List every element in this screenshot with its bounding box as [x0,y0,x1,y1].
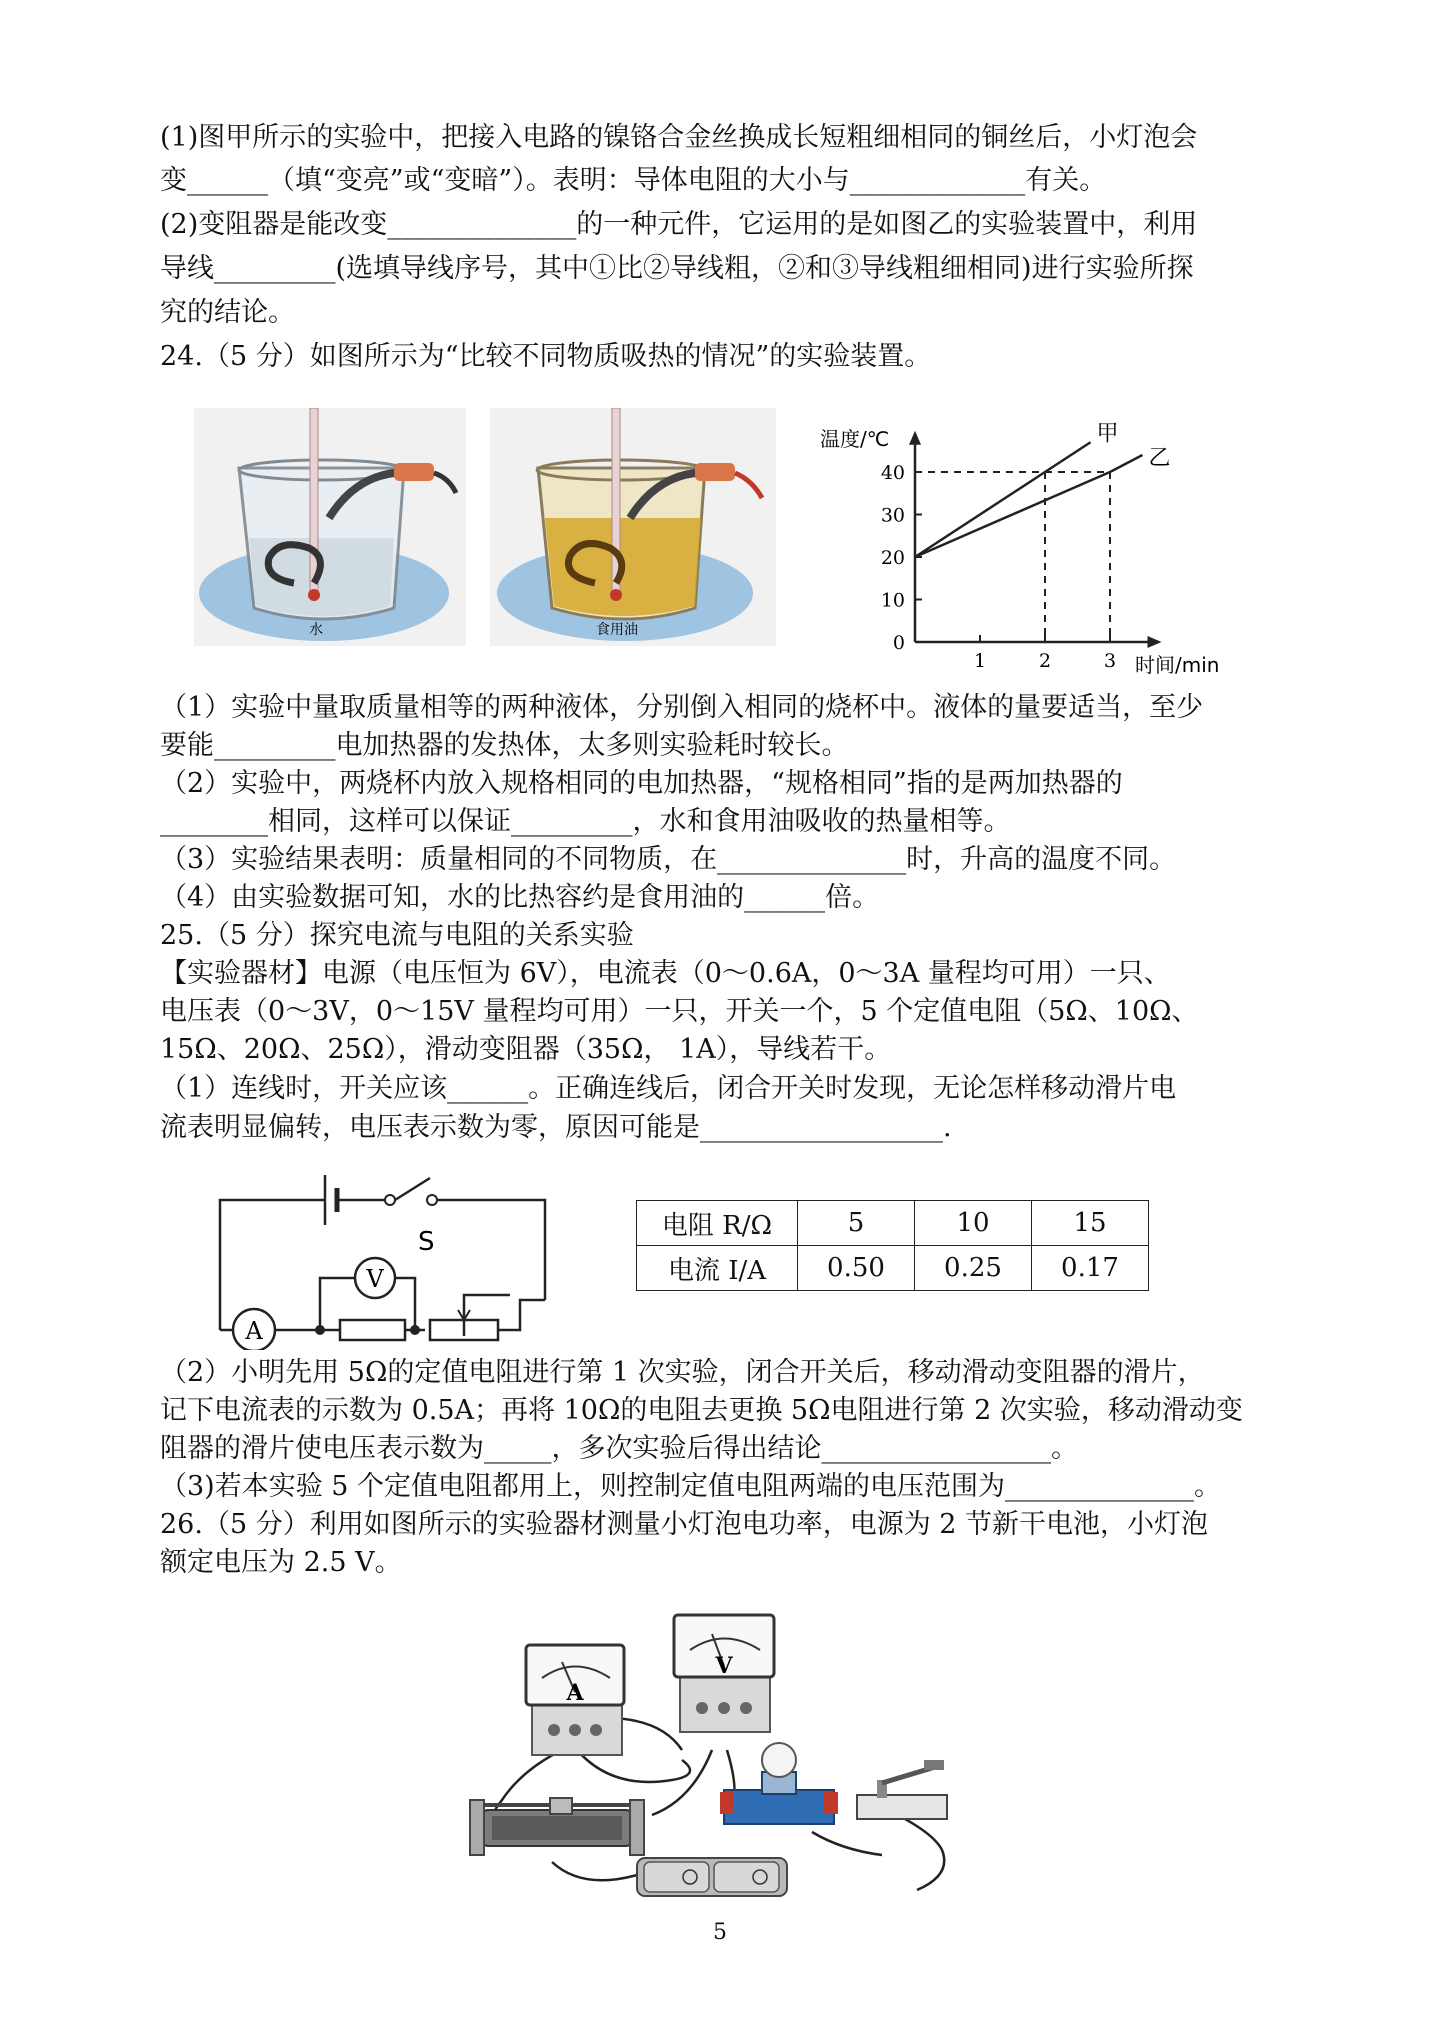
apparatus-illustration [462,1600,982,1905]
oil-beaker-photo [490,408,776,646]
text-line: (1)图甲所示的实验中，把接入电路的镍铬合金丝换成长短粗细相同的铜丝后，小灯泡会 [160,122,1198,153]
chart-y-axis-label: 温度/℃ [820,427,890,451]
text-line: 究的结论。 [160,297,295,328]
water-label: 水 [309,622,323,638]
chart-x-tick-label: 2 [1038,650,1052,672]
chart-y-axis-arrow [909,431,921,445]
ammeter-label: A [245,1317,263,1345]
chart-y-tick-label: 10 [880,589,905,612]
temperature-time-chart [815,410,1225,680]
table-header-resistance: 电阻 R/Ω [637,1201,798,1246]
text-line: （2）小明先用 5Ω的定值电阻进行第 1 次实验，闭合开关后，移动滑动变阻器的滑片， [160,1357,1205,1388]
text-line: 要能_________电加热器的发热体，太多则实验耗时较长。 [160,730,849,761]
text-line: 【实验器材】电源（电压恒为 6V），电流表（0～0.6A，0～3A 量程均可用）一只、 [160,958,1171,989]
text-line: 导线_________(选填导线序号，其中①比②导线粗，②和③导线粗细相同)进行实验所探 [160,253,1194,284]
table-header-current: 电流 I/A [637,1246,798,1291]
rheostat [470,1798,644,1855]
switch-label: S [418,1227,435,1257]
question-25-title: 25.（5 分）探究电流与电阻的关系实验 [160,920,634,951]
question-24-title: 24.（5 分）如图所示为“比较不同物质吸热的情况”的实验装置。 [160,341,932,372]
text-line: （3)若本实验 5 个定值电阻都用上，则控制定值电阻两端的电压范围为______________。 [160,1471,1222,1502]
text-line: 记下电流表的示数为 0.5A；再将 10Ω的电阻去更换 5Ω电阻进行第 2 次实验，移动滑动变 [160,1395,1243,1426]
text-line: （1）连线时，开关应该______。正确连线后，闭合开关时发现，无论怎样移动滑片电 [160,1073,1177,1104]
text-line: ________相同，这样可以保证_________，水和食用油吸收的热量相等。 [160,806,1011,837]
chart-y-tick-label: 40 [880,462,905,484]
switch-contact [385,1195,395,1205]
water-beaker-photo [194,408,466,646]
table-row [637,1246,1149,1291]
chart-series-line-1 [915,442,1091,557]
text-line: 阻器的滑片使电压表示数为_____，多次实验后得出结论_________________。 [160,1433,1078,1464]
voltmeter-label: V [366,1265,384,1293]
text-line: 额定电压为 2.5 V。 [160,1547,402,1578]
text-line: (2)变阻器是能改变______________的一种元件，它运用的是如图乙的实验装置中，利用 [160,209,1198,240]
text-line: 流表明显偏转，电压表示数为零，原因可能是__________________. [160,1112,952,1143]
table-cell: 5 [798,1201,915,1246]
voltmeter-device [674,1615,774,1732]
circuit-diagram [200,1160,560,1350]
resistance-current-table [636,1200,1149,1291]
table-cell: 15 [1032,1201,1149,1246]
question-26-title: 26.（5 分）利用如图所示的实验器材测量小灯泡电功率，电源为 2 节新干电池，小灯泡 [160,1509,1209,1540]
text-line: 电压表（0～3V，0～15V 量程均可用）一只，开关一个，5 个定值电阻（5Ω、10Ω、 [160,996,1199,1027]
oil-label: 食用油 [596,622,638,638]
chart-x-axis-arrow [1148,636,1162,648]
text-line: （3）实验结果表明：质量相同的不同物质，在______________时，升高的温度不同。 [160,844,1177,875]
ammeter-device [526,1645,624,1755]
text-line: 变______（填“变亮”或“变暗”）。表明：导体电阻的大小与_____________有关。 [160,165,1107,196]
text-line: （1）实验中量取质量相等的两种液体，分别倒入相同的烧杯中。液体的量要适当，至少 [160,692,1204,723]
table-cell: 0.17 [1032,1246,1149,1291]
chart-x-axis-label: 时间/min [1135,653,1220,677]
battery-pack [637,1858,787,1896]
ammeter-device-label: A [566,1680,584,1706]
text-line: （2）实验中，两烧杯内放入规格相同的电加热器，“规格相同”指的是两加热器的 [160,768,1123,799]
voltmeter-device-label: V [715,1653,733,1679]
text-line: （4）由实验数据可知，水的比热容约是食用油的______倍。 [160,882,880,913]
lamp-holder [720,1743,838,1824]
chart-x-tick-label: 1 [973,650,987,672]
chart-series-line-2 [915,455,1143,557]
chart-x-tick-label: 3 [1103,650,1117,672]
chart-y-tick-label: 20 [880,547,905,569]
chart-series-label: 甲 [1096,421,1119,447]
table-cell: 10 [915,1201,1032,1246]
text-line: 15Ω、20Ω、25Ω），滑动变阻器（35Ω， 1A），导线若干。 [160,1034,892,1065]
table-cell: 0.25 [915,1246,1032,1291]
knife-switch [857,1760,947,1819]
page-number: 5 [713,1920,727,1945]
chart-y-tick-label: 30 [880,504,905,527]
table-row [637,1201,1149,1246]
chart-y-tick-label: 0 [892,632,905,654]
chart-series-label: 乙 [1148,446,1171,471]
table-cell: 0.50 [798,1246,915,1291]
